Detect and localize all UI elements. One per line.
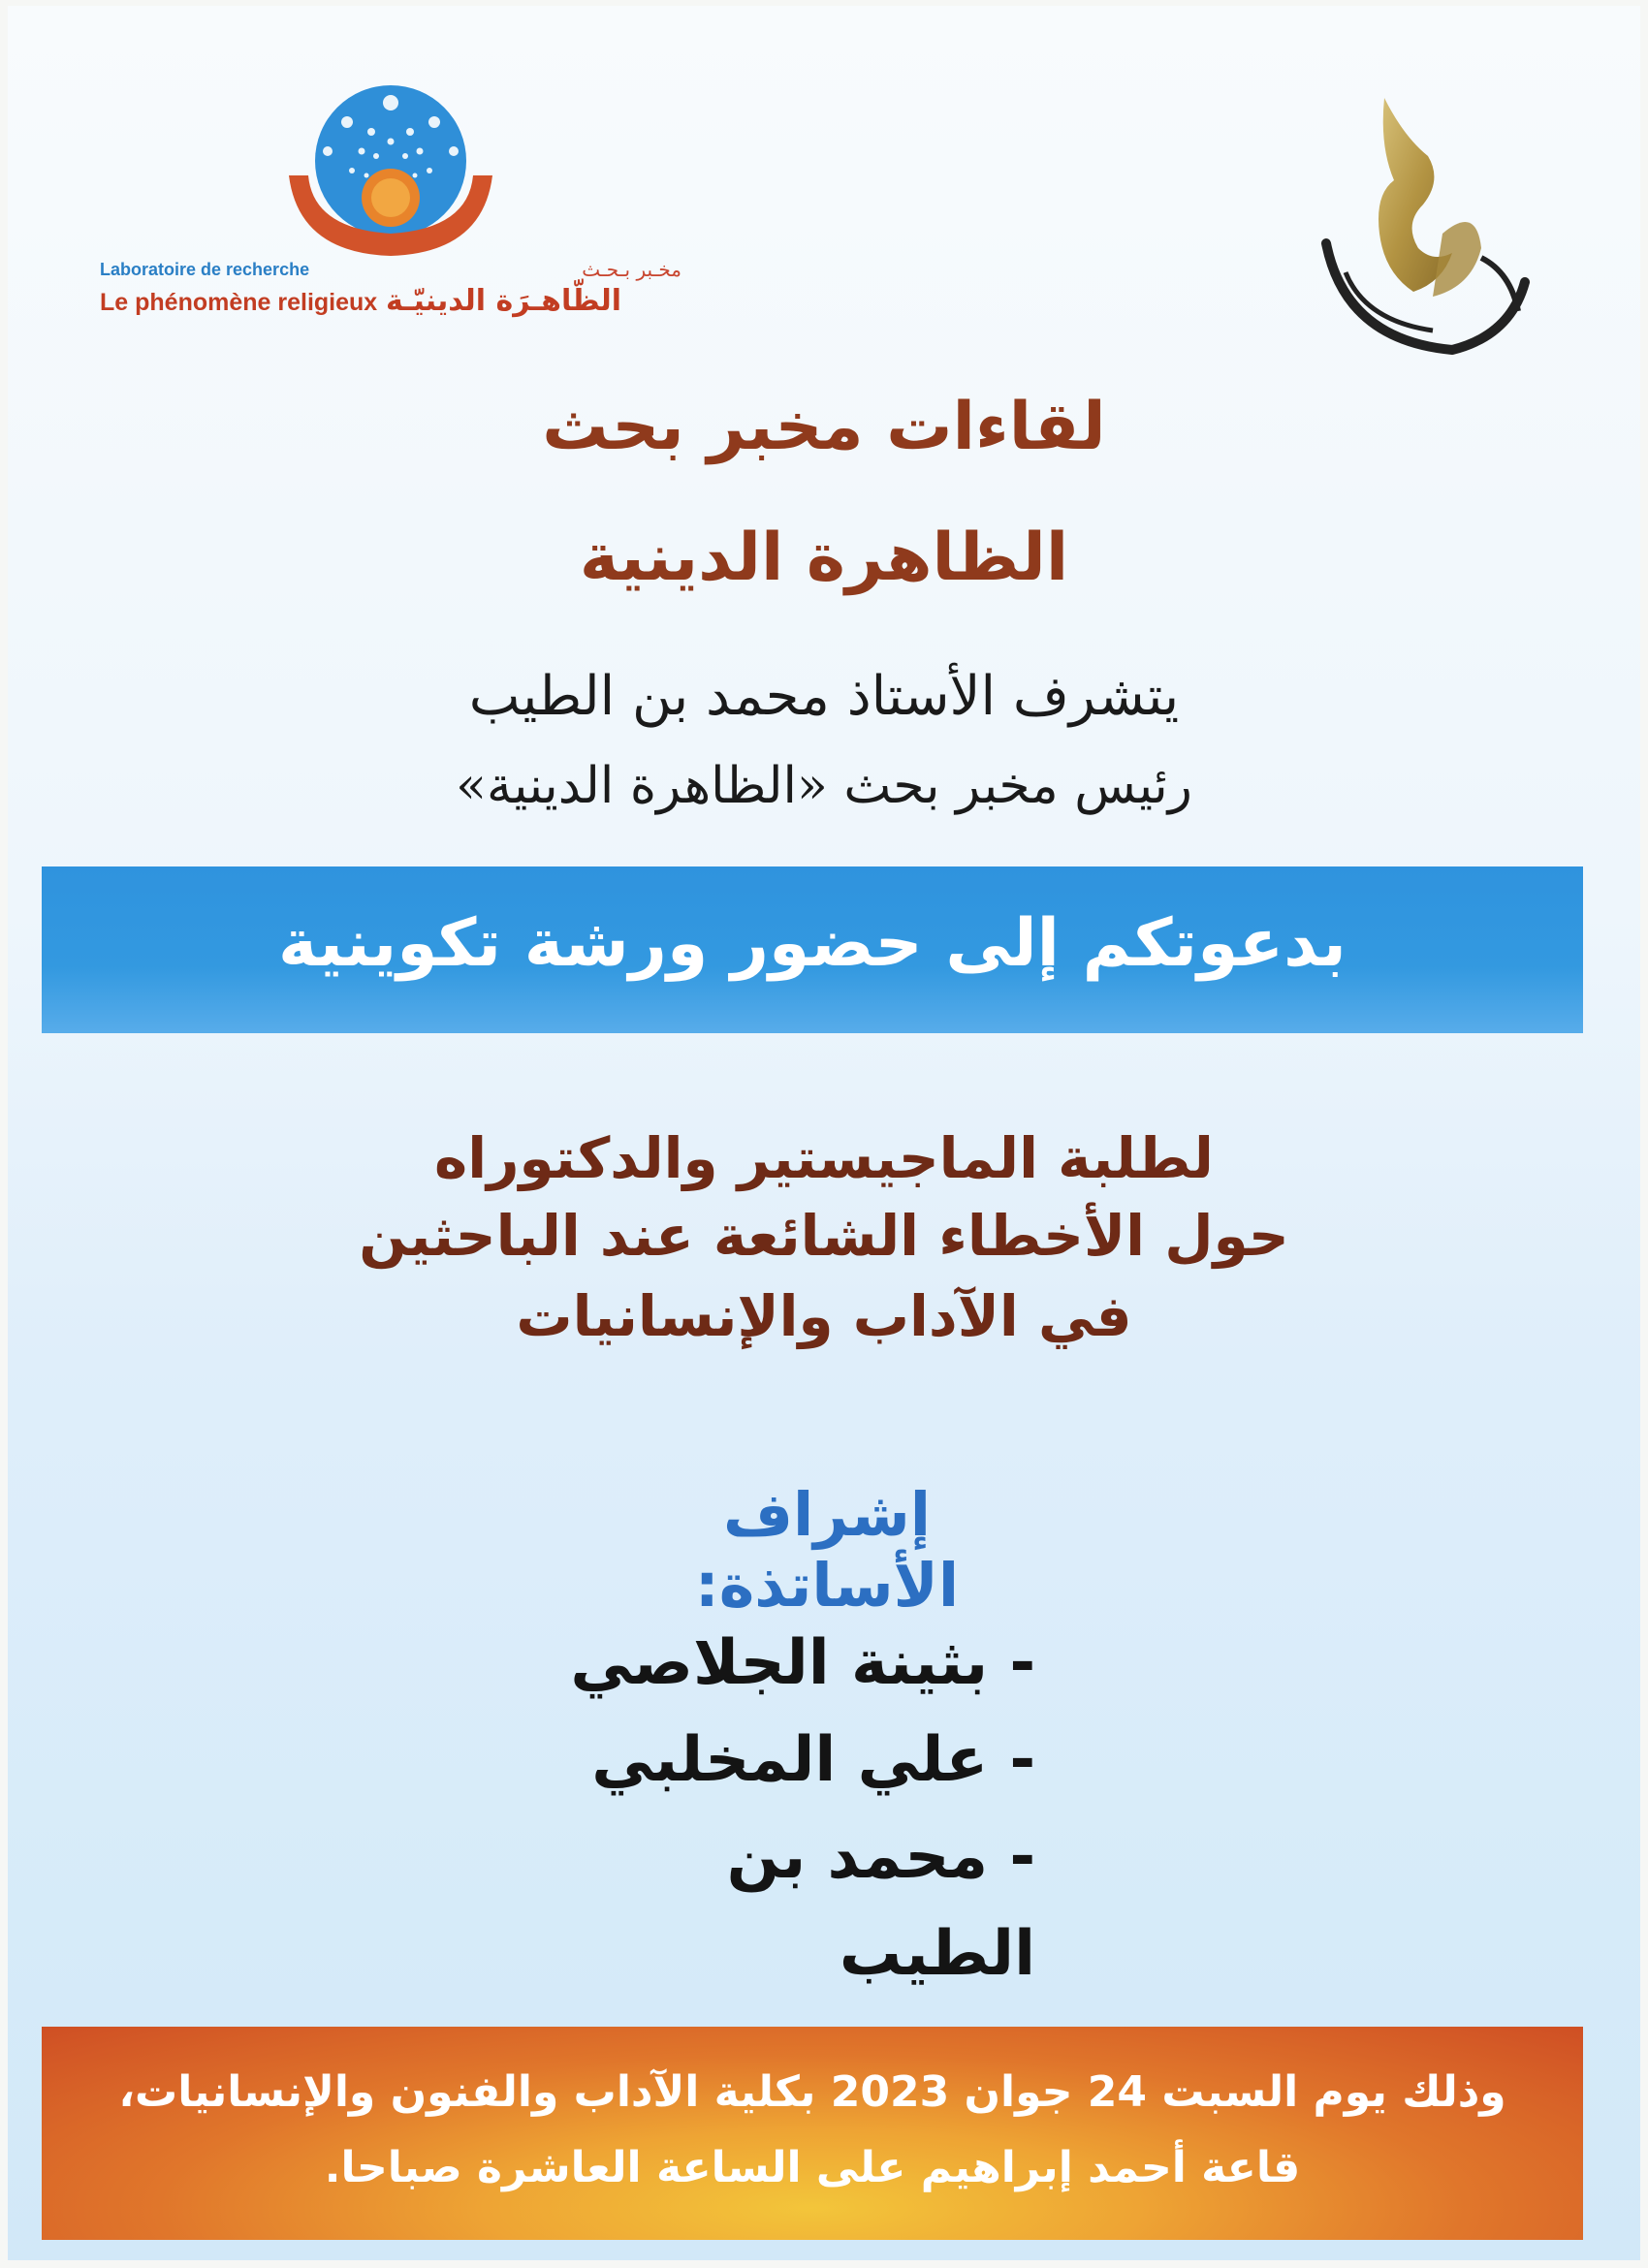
audience-line-2: حول الأخطاء الشائعة عند الباحثين bbox=[359, 1203, 1289, 1269]
poster bbox=[8, 6, 1640, 2260]
honor-line-1: يتشرف الأستاذ محمد بن الطيب bbox=[468, 665, 1180, 728]
honor-line-2: رئيس مخبر بحث «الظاهرة الدينية» bbox=[456, 757, 1192, 815]
lab-label-fr: Le phénomène religieux bbox=[100, 289, 378, 316]
supervisor-list bbox=[551, 1615, 1035, 1990]
invite-text: بدعوتكم إلى حضور ورشة تكوينية bbox=[278, 905, 1347, 982]
title-line-2: الظاهرة الدينية bbox=[579, 520, 1069, 596]
footer-line-2: قاعة أحمد إبراهيم على الساعة العاشرة صباحا. bbox=[324, 2143, 1301, 2192]
faculty-logo bbox=[1287, 88, 1539, 379]
footer-banner bbox=[42, 2027, 1583, 2240]
invite-banner bbox=[42, 866, 1583, 1033]
title-line-1: لقاءات مخبر بحث bbox=[542, 389, 1106, 465]
lab-emblem-icon bbox=[279, 83, 502, 258]
lab-label-ar-small: مخـبر بـحـث bbox=[582, 258, 681, 281]
lab-logo bbox=[100, 83, 681, 355]
footer-line-1: وذلك يوم السبت 24 جوان 2023 بكلية الآداب والفنون والإنسانيات، bbox=[118, 2067, 1506, 2117]
lab-label-fr-small: Laboratoire de recherche bbox=[100, 260, 310, 279]
supervision-title: إشراف الأساتذة: bbox=[694, 1479, 960, 1621]
supervisor-name: - بثينة الجلاصي bbox=[570, 1627, 1035, 1699]
supervisor-name: - محمد بن الطيب bbox=[726, 1821, 1035, 1990]
audience-line-3: في الآداب والإنسانيات bbox=[516, 1283, 1132, 1349]
lab-label-ar: الظّاهـرَة الدينيّـة bbox=[386, 284, 621, 318]
faculty-emblem-icon bbox=[1287, 88, 1539, 379]
audience-line-1: لطلبة الماجيستير والدكتوراه bbox=[434, 1125, 1214, 1191]
supervisor-name: - علي المخلبي bbox=[591, 1724, 1035, 1796]
